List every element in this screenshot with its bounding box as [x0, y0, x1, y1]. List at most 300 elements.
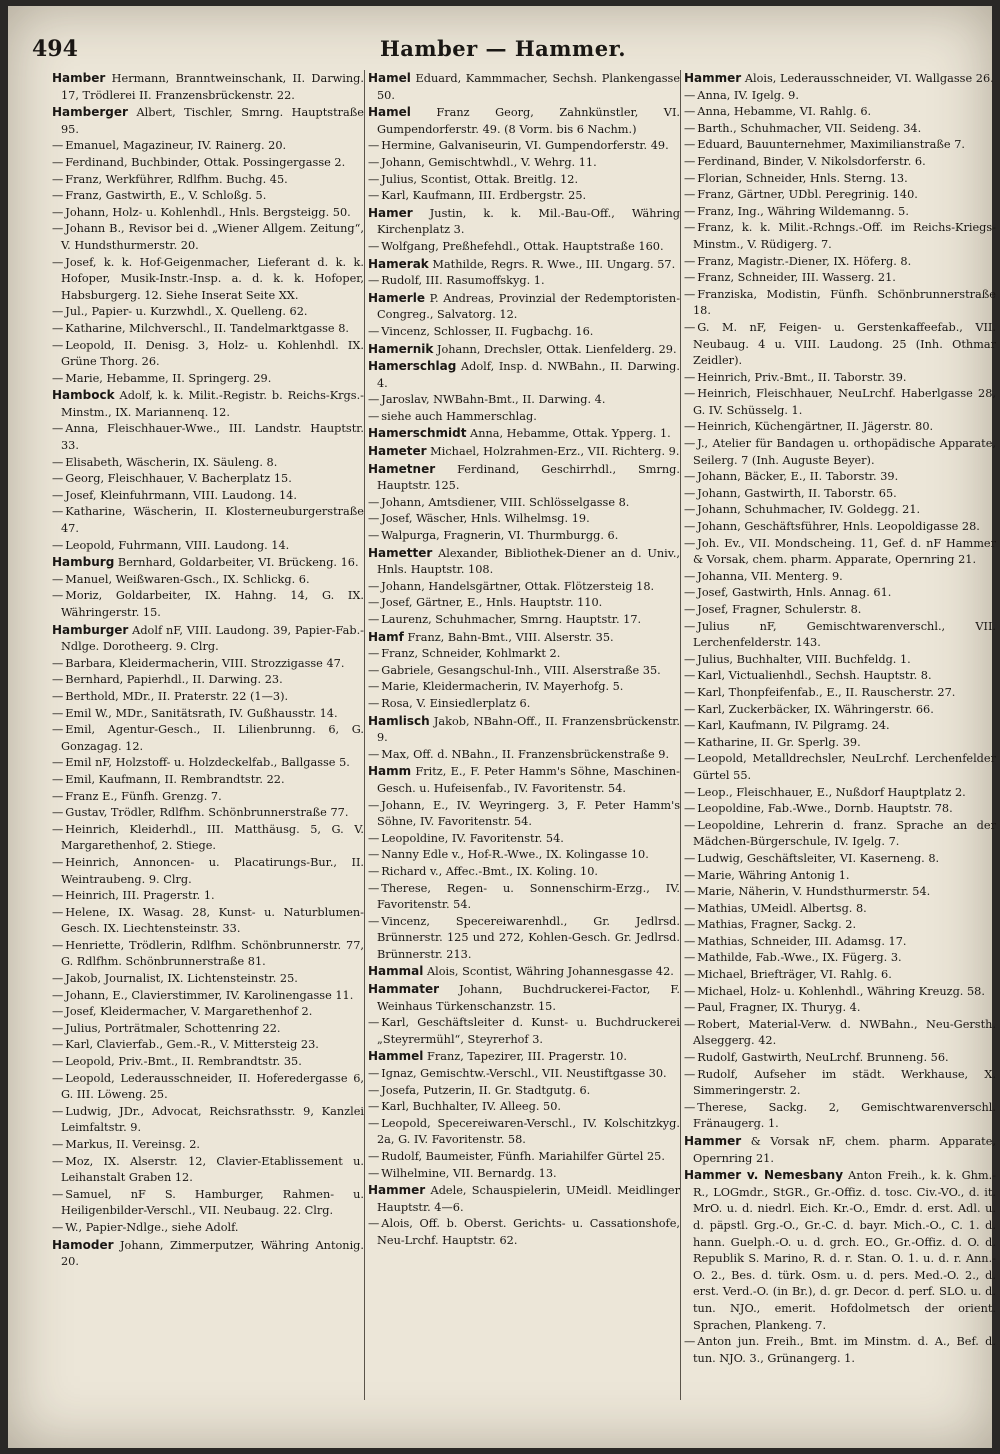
entry-surname: Hameter: [368, 444, 427, 459]
directory-entry: — Heinrich, Annoncen- u. Placatirungs-Bur., II. Weintraubeng. 9. Clrg.: [52, 855, 364, 886]
entry-text: Anna, Hebamme, Ottak. Ypperg. 1.: [470, 427, 671, 441]
directory-entry: — Mathias, Schneider, III. Adamsg. 17.: [684, 934, 907, 948]
entry-text: Anna, IV. Igelg. 9.: [697, 88, 799, 102]
directory-entry: — Eduard, Bauunternehmer, Maximilianstraße 7.: [684, 138, 965, 152]
entry-surname: Hammer: [684, 71, 742, 85]
directory-entry-head: [52, 387, 364, 421]
directory-entry: — Johann, E., Clavierstimmer, IV. Karolinengasse 11.: [52, 988, 354, 1002]
entry-text: Henriette, Trödlerin, Rdlfhm. Schönbrunnerstr. 77, G. Rdlfhm. Schönbrunnerstraße 81.: [61, 938, 364, 969]
directory-entry: — Karl, Geschäftsleiter d. Kunst- u. Buchdruckerei „Steyrermühl“, Steyrerhof 3.: [368, 1016, 680, 1046]
directory-entry: — Karl, Kaufmann, IV. Pilgramg. 24.: [684, 719, 890, 733]
directory-entry-head: [52, 622, 364, 656]
entry-text: Adele, Schauspielerin, UMeidl. Meidlinger Hauptstr. 4—6.: [377, 1184, 680, 1214]
entry-text: Hermine, Galvaniseurin, VI. Gumpendorferstr. 49.: [381, 139, 669, 153]
directory-entry: — Josef, Gastwirth, Hnls. Annag. 61.: [684, 586, 892, 600]
directory-entry: — Leopoldine, Lehrerin d. franz. Sprache an der Mädchen-Bürgerschule, IV. Igelg. 7.: [684, 818, 996, 849]
entry-text: Heinrich, Kleiderhdl., III. Matthäusg. 5, G. V. Margarethenhof, 2. Stiege.: [61, 822, 364, 853]
column-3: [684, 70, 996, 1400]
directory-columns: [52, 70, 994, 1400]
entry-text: Julius, Porträtmaler, Schottenring 22.: [65, 1021, 281, 1035]
directory-entry: — Elisabeth, Wäscherin, IX. Säuleng. 8.: [52, 455, 278, 469]
entry-surname: Hamel: [368, 105, 411, 120]
entry-text: Karl, Thonpfeifenfab., E., II. Rauscherstr. 27.: [697, 685, 956, 699]
directory-entry: — Robert, Material-Verw. d. NWBahn., Neu-Gersth. Alseggerg. 42.: [684, 1017, 996, 1048]
directory-entry: — Josef, k. k. Hof-Geigenmacher, Lieferant d. k. k. Hofoper, Musik-Instr.-Insp. a. d. k. k. Hofoper, Habsburgerg. 12. Siehe Inserat Seite XX.: [52, 255, 364, 302]
column-1: [52, 70, 364, 1400]
directory-entry: — Gabriele, Gesangschul-Inh., VIII. Alserstraße 35.: [368, 663, 661, 677]
entry-text: Wolfgang, Preßhefehdl., Ottak. Hauptstraße 160.: [381, 239, 664, 253]
entry-text: Johann, Gastwirth, II. Taborstr. 65.: [697, 486, 897, 500]
directory-entry: — Samuel, nF S. Hamburger, Rahmen- u. Heiligenbilder-Verschl., VII. Neubaug. 22. Clrg.: [52, 1187, 364, 1218]
entry-text: Josef, Kleidermacher, V. Margarethenhof 2.: [65, 1005, 313, 1019]
directory-entry-head: [368, 341, 680, 359]
entry-text: Ludwig, JDr., Advocat, Reichsrathsstr. 9, Kanzlei Leimfaltstr. 9.: [61, 1104, 364, 1135]
entry-text: Johann, Amtsdiener, VIII. Schlösselgasse 8.: [381, 495, 630, 509]
entry-surname: Hambock: [52, 388, 115, 403]
directory-entry: — Franz E., Fünfh. Grenzg. 7.: [52, 789, 222, 803]
entry-text: Katharine, Milchverschl., II. Tandelmarktgasse 8.: [65, 321, 349, 335]
running-head: Hamber — Hammer.: [379, 36, 627, 61]
entry-text: Heinrich, III. Pragerstr. 1.: [65, 889, 215, 903]
directory-entry: — Jakob, Journalist, IX. Lichtensteinstr. 25.: [52, 972, 298, 986]
directory-entry: — Josef, Gärtner, E., Hnls. Hauptstr. 110.: [368, 596, 603, 610]
directory-entry: — Franz, Werkführer, Rdlfhm. Buchg. 45.: [52, 172, 288, 186]
directory-entry: — Wolfgang, Preßhefehdl., Ottak. Hauptstraße 160.: [368, 239, 664, 253]
entry-text: Emil nF, Holzstoff- u. Holzdeckelfab., Ballgasse 5.: [65, 756, 350, 770]
entry-text: Josefa, Putzerin, II. Gr. Stadtgutg. 6.: [381, 1083, 591, 1097]
directory-entry: — Johann, Amtsdiener, VIII. Schlösselgasse 8.: [368, 495, 630, 509]
entry-text: Mathilde, Regrs. R. Wwe., III. Ungarg. 57.: [432, 257, 676, 271]
entry-text: Leopold, Priv.-Bmt., II. Rembrandtstr. 35.: [65, 1055, 302, 1069]
entry-text: Hermann, Branntweinschank, II. Darwing. 17, Trödlerei II. Franzensbrückenstr. 22.: [61, 72, 364, 102]
entry-text: Karl, Kaufmann, III. Erdbergstr. 25.: [381, 189, 587, 203]
entry-text: Franz, Tapezirer, III. Pragerstr. 10.: [427, 1050, 627, 1064]
entry-text: Rudolf, Aufseher im städt. Werkhause, X. Simmeringerstr. 2.: [693, 1067, 996, 1098]
directory-entry: — Ludwig, JDr., Advocat, Reichsrathsstr. 9, Kanzlei Leimfaltstr. 9.: [52, 1104, 364, 1135]
directory-entry: — Joh. Ev., VII. Mondscheing. 11, Gef. d. nF Hammer & Vorsak, chem. pharm. Apparate, Opernring 21.: [684, 536, 996, 567]
entry-text: Walpurga, Fragnerin, VI. Thurmburgg. 6.: [381, 529, 619, 543]
directory-entry: — Marie, Näherin, V. Hundsthurmerstr. 54.: [684, 885, 931, 899]
directory-entry-head: [368, 763, 680, 797]
directory-entry-head: [368, 256, 680, 274]
directory-entry: — Barbara, Kleidermacherin, VIII. Strozzigasse 47.: [52, 656, 345, 670]
directory-entry: — Rudolf, Gastwirth, NeuLrchf. Brunneng. 56.: [684, 1051, 949, 1065]
entry-text: Jul., Papier- u. Kurzwhdl., X. Quelleng. 62.: [65, 305, 308, 319]
directory-entry-head: [368, 358, 680, 392]
directory-entry: — Ignaz, Gemischtw.-Verschl., VII. Neustiftgasse 30.: [368, 1067, 667, 1081]
directory-entry: — Wilhelmine, VII. Bernardg. 13.: [368, 1166, 557, 1180]
directory-entry-head: [368, 461, 680, 495]
entry-text: Leop., Fleischhauer, E., Nußdorf Hauptplatz 2.: [697, 785, 966, 799]
entry-text: Justin, k. k. Mil.-Bau-Off., Währing Kirchenplatz 3.: [377, 206, 680, 237]
directory-entry: — Henriette, Trödlerin, Rdlfhm. Schönbrunnerstr. 77, G. Rdlfhm. Schönbrunnerstraße 81.: [52, 938, 364, 969]
entry-text: Julius, Buchhalter, VIII. Buchfeldg. 1.: [697, 652, 911, 666]
column-divider: [364, 70, 365, 1400]
directory-entry: — Florian, Schneider, Hnls. Sterng. 13.: [684, 171, 908, 185]
entry-text: Anna, Hebamme, VI. Rahlg. 6.: [697, 105, 872, 119]
directory-entry: — Leopold, Priv.-Bmt., II. Rembrandtstr. 35.: [52, 1055, 302, 1069]
directory-entry: — Marie, Währing Antonig 1.: [684, 868, 850, 882]
directory-entry: — Anton jun. Freih., Bmt. im Minstm. d. A., Bef. d. tun. NJO. 3., Grünangerg. 1.: [684, 1335, 996, 1365]
entry-text: Alexander, Bibliothek-Diener an d. Univ., Hnls. Hauptstr. 108.: [377, 546, 680, 577]
directory-entry: — Therese, Regen- u. Sonnenschirm-Erzg., IV. Favoritenstr. 54.: [368, 881, 680, 912]
directory-entry-head: [52, 1237, 364, 1271]
directory-entry: — Franz, Ing., Währing Wildemanng. 5.: [684, 204, 909, 218]
entry-text: Ludwig, Geschäftsleiter, VI. Kaserneng. 8.: [697, 851, 940, 865]
entry-text: Josef, Kleinfuhrmann, VIII. Laudong. 14.: [65, 488, 297, 502]
directory-entry-head: [684, 70, 996, 88]
entry-text: Heinrich, Küchengärtner, II. Jägerstr. 80.: [697, 420, 934, 434]
entry-text: siehe auch Hammerschlag.: [381, 409, 537, 423]
entry-text: Johann, Handelsgärtner, Ottak. Flötzersteig 18.: [381, 579, 655, 593]
directory-entry: — Max, Off. d. NBahn., II. Franzensbrückenstraße 9.: [368, 747, 670, 761]
entry-text: Elisabeth, Wäscherin, IX. Säuleng. 8.: [65, 455, 278, 469]
entry-text: Albert, Tischler, Smrng. Hauptstraße 95.: [61, 106, 364, 136]
entry-surname: Hamber: [52, 71, 106, 85]
entry-surname: Hametner: [368, 461, 436, 476]
directory-entry: — Jul., Papier- u. Kurzwhdl., X. Quelleng. 62.: [52, 305, 308, 319]
entry-text: Robert, Material-Verw. d. NWBahn., Neu-Gersth. Alseggerg. 42.: [693, 1017, 996, 1048]
directory-entry: — Vincenz, Schlosser, II. Fugbachg. 16.: [368, 324, 594, 338]
entry-surname: Hamer: [368, 205, 413, 220]
entry-text: Jakob, NBahn-Off., II. Franzensbrückenstr. 9.: [377, 714, 680, 745]
page-number: 494: [32, 36, 78, 62]
entry-text: Bernhard, Papierhdl., II. Darwing. 23.: [65, 673, 283, 687]
directory-entry: — Karl, Buchhalter, IV. Alleeg. 50.: [368, 1100, 561, 1114]
entry-surname: Hammer v. Nemesbany: [684, 1168, 844, 1183]
entry-text: Paul, Fragner, IX. Thuryg. 4.: [697, 1001, 861, 1015]
directory-entry: — Michael, Holz- u. Kohlenhdl., Währing Kreuzg. 58.: [684, 984, 985, 998]
directory-entry: — Rudolf, III. Rasumoffskyg. 1.: [368, 274, 545, 288]
entry-text: Franz, Werkführer, Rdlfhm. Buchg. 45.: [65, 172, 288, 186]
directory-entry-head: [52, 554, 364, 572]
directory-entry: — Johann B., Revisor bei d. „Wiener Allgem. Zeitung“, V. Hundsthurmerstr. 20.: [52, 222, 364, 252]
directory-entry: — J., Atelier für Bandagen u. orthopädische Apparate, Seilerg. 7 (Inh. Auguste Beyer).: [684, 437, 996, 467]
entry-text: Johann, Drechsler, Ottak. Lienfelderg. 29.: [436, 342, 677, 356]
entry-text: Johann, Geschäftsführer, Hnls. Leopoldigasse 28.: [697, 520, 980, 534]
entry-text: Franz E., Fünfh. Grenzg. 7.: [65, 789, 222, 803]
entry-text: Barbara, Kleidermacherin, VIII. Strozzigasse 47.: [65, 656, 345, 670]
directory-entry: — Johann, Gemischtwhdl., V. Wehrg. 11.: [368, 155, 597, 169]
entry-text: Ferdinand, Binder, V. Nikolsdorferstr. 6.: [697, 154, 926, 168]
entry-text: Emanuel, Magazineur, IV. Rainerg. 20.: [65, 139, 287, 153]
entry-surname: Hammer: [368, 1183, 426, 1198]
directory-entry: — Marie, Kleidermacherin, IV. Mayerhofg. 5.: [368, 680, 624, 694]
directory-entry-head: [368, 205, 680, 239]
entry-surname: Hamerschmidt: [368, 426, 467, 441]
entry-text: Alois, Off. b. Oberst. Gerichts- u. Cassationshofe, Neu-Lrchf. Hauptstr. 62.: [377, 1217, 680, 1247]
entry-text: Josef, Gärtner, E., Hnls. Hauptstr. 110.: [381, 596, 603, 610]
entry-text: Julius, Scontist, Ottak. Breitlg. 12.: [381, 172, 579, 186]
entry-text: Anna, Fleischhauer-Wwe., III. Landstr. Hauptstr. 33.: [61, 422, 364, 453]
entry-text: Franz, Gärtner, UDbl. Peregrinig. 140.: [697, 188, 918, 202]
entry-text: Franz, Schneider, III. Wasserg. 21.: [697, 271, 896, 285]
entry-surname: Hamf: [368, 629, 404, 644]
entry-text: Alois, Lederausschneider, VI. Wallgasse 26.: [744, 72, 994, 85]
entry-text: Joh. Ev., VII. Mondscheing. 11, Gef. d. nF Hammer & Vorsak, chem. pharm. Apparate, Opernring 21.: [693, 536, 996, 567]
directory-entry-head: [368, 290, 680, 324]
directory-entry: — Johanna, VII. Menterg. 9.: [684, 569, 843, 583]
directory-entry: — Ferdinand, Buchbinder, Ottak. Possingergasse 2.: [52, 155, 346, 169]
directory-entry: — Anna, Hebamme, VI. Rahlg. 6.: [684, 105, 872, 119]
directory-entry: — Rudolf, Baumeister, Fünfh. Mariahilfer Gürtel 25.: [368, 1150, 665, 1163]
entry-text: Leopold, Fuhrmann, VIII. Laudong. 14.: [65, 538, 290, 552]
directory-entry: — Anna, IV. Igelg. 9.: [684, 88, 799, 102]
directory-entry: — Katharine, Wäscherin, II. Klosterneuburgerstraße 47.: [52, 505, 364, 536]
directory-entry: — Paul, Fragner, IX. Thuryg. 4.: [684, 1001, 861, 1015]
entry-text: Mathias, Schneider, III. Adamsg. 17.: [697, 934, 907, 948]
entry-surname: Hamel: [368, 71, 411, 85]
directory-entry: — Johann, Handelsgärtner, Ottak. Flötzersteig 18.: [368, 579, 655, 593]
directory-entry: — Gustav, Trödler, Rdlfhm. Schönbrunnerstraße 77.: [52, 806, 349, 820]
entry-text: Johann, Holz- u. Kohlenhdl., Hnls. Bergsteigg. 50.: [65, 205, 351, 219]
directory-entry: — Ferdinand, Binder, V. Nikolsdorferstr. 6.: [684, 154, 926, 168]
entry-text: Franz, k. k. Milit.-Rchngs.-Off. im Reichs-Kriegs-Minstm., V. Rüdigerg. 7.: [693, 221, 996, 251]
column-2: [368, 70, 680, 1400]
directory-entry: — Laurenz, Schuhmacher, Smrng. Hauptstr. 17.: [368, 613, 642, 626]
directory-entry: — Katharine, II. Gr. Sperlg. 39.: [684, 735, 861, 749]
directory-entry-head: [368, 629, 680, 647]
entry-text: Ferdinand, Geschirrhdl., Smrng. Hauptstr. 125.: [377, 462, 680, 493]
entry-text: Marie, Währing Antonig 1.: [697, 868, 850, 882]
directory-entry: — W., Papier-Ndlge., siehe Adolf.: [52, 1220, 239, 1234]
directory-entry: — Heinrich, Priv.-Bmt., II. Taborstr. 39.: [684, 370, 907, 384]
directory-entry: — Moz, IX. Alserstr. 12, Clavier-Etablissement u. Leihanstalt Graben 12.: [52, 1154, 364, 1185]
directory-entry: — Karl, Victualienhdl., Sechsh. Hauptstr. 8.: [684, 669, 932, 683]
entry-text: Nanny Edle v., Hof-R.-Wwe., IX. Kolingasse 10.: [381, 848, 649, 862]
entry-text: Jaroslav, NWBahn-Bmt., II. Darwing. 4.: [381, 393, 606, 407]
entry-text: Katharine, II. Gr. Sperlg. 39.: [697, 735, 861, 749]
entry-text: Ignaz, Gemischtw.-Verschl., VII. Neustiftgasse 30.: [381, 1067, 667, 1081]
directory-entry: — Heinrich, Kleiderhdl., III. Matthäusg. 5, G. V. Margarethenhof, 2. Stiege.: [52, 822, 364, 853]
entry-text: Leopold, II. Denisg. 3, Holz- u. Kohlenhdl. IX. Grüne Thorg. 26.: [61, 338, 364, 369]
entry-surname: Hamburg: [52, 555, 115, 570]
directory-entry: — Franziska, Modistin, Fünfh. Schönbrunnerstraße 18.: [684, 287, 996, 318]
directory-entry: — Johann, Gastwirth, II. Taborstr. 65.: [684, 486, 897, 500]
directory-entry: — Karl, Zuckerbäcker, IX. Währingerstr. 66.: [684, 702, 934, 716]
entry-text: Adolf, k. k. Milit.-Registr. b. Reichs-Krgs.-Minstm., IX. Mariannenq. 12.: [61, 389, 364, 419]
entry-text: Mathias, UMeidl. Albertsg. 8.: [697, 901, 867, 915]
entry-text: Josef, Gastwirth, Hnls. Annag. 61.: [697, 586, 892, 600]
directory-entry: — Richard v., Affec.-Bmt., IX. Koling. 10.: [368, 864, 599, 878]
directory-entry-head: [368, 981, 680, 1015]
entry-text: Anton Freih., k. k. Ghm.-R., LOGmdr., StGR., Gr.-Offiz. d. tosc. Civ.-VO., d. it. MrO. u. d. niedrl. Eich. Kr.-O., Emdr. d. erst. Adl. u. d. päpstl. Grg.-O., Gr.-C. d. bayr. Mich.-O., C. 1. d. hann. Guelph.-O. u. d. grch. EO., Gr.-Offiz. d. O. d. Republik S. Marino, R. d. r. Stan. O. 1. u. d. r. Ann.-O. 2., Bes. d. türk. Osm. u. d. pers. Med.-O. 2., d. erst. Verd.-O. (in Br.), d. gr. Decor. d. perf. SLO. u. d. tun. NJO., emerit. Hofdolmetsch der orient. Sprachen, Plankeng. 7.: [693, 1169, 996, 1332]
entry-text: Therese, Sackg. 2, Gemischtwarenverschl. Fränaugerg. 1.: [693, 1100, 996, 1131]
directory-entry: — Johann, Holz- u. Kohlenhdl., Hnls. Bergsteigg. 50.: [52, 205, 351, 219]
directory-entry: — Heinrich, III. Pragerstr. 1.: [52, 889, 215, 903]
directory-entry: — Leop., Fleischhauer, E., Nußdorf Hauptplatz 2.: [684, 785, 966, 799]
directory-entry: — siehe auch Hammerschlag.: [368, 409, 537, 423]
directory-entry: — Leopold, Lederausschneider, II. Hoferedergasse 6, G. III. Löweng. 25.: [52, 1071, 364, 1102]
directory-entry: — Leopold, II. Denisg. 3, Holz- u. Kohlenhdl. IX. Grüne Thorg. 26.: [52, 338, 364, 369]
entry-text: Vincenz, Schlosser, II. Fugbachg. 16.: [381, 324, 594, 338]
directory-entry: — Berthold, MDr., II. Praterstr. 22 (1—3).: [52, 689, 289, 703]
entry-text: Karl, Buchhalter, IV. Alleeg. 50.: [381, 1100, 561, 1114]
entry-text: J., Atelier für Bandagen u. orthopädische Apparate, Seilerg. 7 (Inh. Auguste Beyer).: [693, 437, 996, 467]
entry-text: Heinrich, Priv.-Bmt., II. Taborstr. 39.: [697, 370, 907, 384]
entry-text: Julius nF, Gemischtwarenverschl., VII. Lerchenfelderstr. 143.: [693, 619, 996, 650]
entry-text: Anton jun. Freih., Bmt. im Minstm. d. A., Bef. d. tun. NJO. 3., Grünangerg. 1.: [693, 1335, 996, 1365]
entry-text: Marie, Näherin, V. Hundsthurmerstr. 54.: [697, 885, 931, 899]
entry-text: G. M. nF, Feigen- u. Gerstenkaffeefab., VII. Neubaug. 4 u. VIII. Laudong. 25 (Inh. Othmar Zeidler).: [693, 320, 996, 368]
directory-entry: — Franz, Schneider, III. Wasserg. 21.: [684, 271, 896, 285]
entry-text: Johann, Buchdruckerei-Factor, F. Weinhaus Türkenschanzstr. 15.: [377, 983, 680, 1013]
entry-text: Moz, IX. Alserstr. 12, Clavier-Etablissement u. Leihanstalt Graben 12.: [61, 1154, 364, 1185]
entry-surname: Hamerle: [368, 290, 425, 305]
entry-text: Josef, k. k. Hof-Geigenmacher, Lieferant d. k. k. Hofoper, Musik-Instr.-Insp. a. d. k. k. Hofoper, Habsburgerg. 12. Siehe Inserat Seite XX.: [61, 255, 364, 302]
directory-page: [8, 6, 996, 1448]
entry-text: Markus, II. Vereinsg. 2.: [65, 1138, 200, 1151]
entry-text: Eduard, Kammmacher, Sechsh. Plankengasse 50.: [377, 72, 680, 102]
directory-entry: — Emanuel, Magazineur, IV. Rainerg. 20.: [52, 139, 287, 153]
entry-text: Mathilde, Fab.-Wwe., IX. Fügerg. 3.: [697, 951, 902, 965]
entry-surname: Hamerschlag: [368, 359, 457, 374]
entry-text: Leopoldine, Lehrerin d. franz. Sprache an der Mädchen-Bürgerschule, IV. Igelg. 7.: [693, 818, 996, 849]
entry-surname: Hammer: [684, 1134, 742, 1148]
directory-entry-head: [368, 443, 680, 461]
entry-text: Marie, Hebamme, II. Springerg. 29.: [65, 371, 272, 385]
entry-text: Karl, Victualienhdl., Sechsh. Hauptstr. 8.: [697, 669, 932, 683]
directory-entry: — Bernhard, Papierhdl., II. Darwing. 23.: [52, 673, 283, 687]
directory-entry-head: [52, 70, 364, 104]
entry-text: Emil, Kaufmann, II. Rembrandtstr. 22.: [65, 772, 285, 786]
entry-text: Adolf, Insp. d. NWBahn., II. Darwing. 4.: [377, 360, 680, 390]
entry-text: Katharine, Wäscherin, II. Klosterneuburgerstraße 47.: [61, 505, 364, 536]
directory-entry-head: [368, 1182, 680, 1216]
entry-text: Johann, Zimmerputzer, Währing Antonig. 20.: [61, 1238, 364, 1269]
entry-text: Michael, Holz- u. Kohlenhdl., Währing Kreuzg. 58.: [697, 984, 985, 998]
directory-entry-head: [684, 1167, 996, 1334]
entry-text: Karl, Kaufmann, IV. Pilgramg. 24.: [697, 719, 890, 733]
directory-entry-head: [368, 713, 680, 747]
directory-entry: — Therese, Sackg. 2, Gemischtwarenverschl. Fränaugerg. 1.: [684, 1100, 996, 1131]
entry-text: Leopoldine, Fab.-Wwe., Dornb. Hauptstr. 78.: [697, 802, 953, 816]
entry-text: Johanna, VII. Menterg. 9.: [697, 569, 843, 583]
entry-text: Johann, E., Clavierstimmer, IV. Karolinengasse 11.: [65, 988, 354, 1002]
entry-text: Florian, Schneider, Hnls. Sterng. 13.: [697, 171, 908, 185]
directory-entry: — Josef, Fragner, Schulerstr. 8.: [684, 603, 862, 616]
entry-text: Leopoldine, IV. Favoritenstr. 54.: [381, 831, 564, 845]
directory-entry: — Julius, Buchhalter, VIII. Buchfeldg. 1.: [684, 652, 911, 666]
entry-text: Georg, Fleischhauer, V. Bacherplatz 15.: [65, 472, 292, 486]
entry-text: Gabriele, Gesangschul-Inh., VIII. Alserstraße 35.: [381, 663, 661, 677]
entry-text: Manuel, Weißwaren-Gsch., IX. Schlickg. 6.: [65, 572, 310, 586]
entry-text: Adolf nF, VIII. Laudong. 39, Papier-Fab.-Ndlge. Dorotheerg. 9. Clrg.: [61, 623, 364, 654]
entry-text: Karl, Geschäftsleiter d. Kunst- u. Buchdruckerei „Steyrermühl“, Steyrerhof 3.: [377, 1016, 680, 1046]
entry-text: Rudolf, Gastwirth, NeuLrchf. Brunneng. 56.: [697, 1051, 949, 1065]
directory-entry: — Johann, Bäcker, E., II. Taborstr. 39.: [684, 470, 899, 484]
entry-text: Marie, Kleidermacherin, IV. Mayerhofg. 5.: [381, 680, 624, 694]
entry-text: Josef, Fragner, Schulerstr. 8.: [697, 603, 862, 616]
entry-text: Heinrich, Annoncen- u. Placatirungs-Bur., II. Weintraubeng. 9. Clrg.: [61, 855, 364, 886]
directory-entry: — Ludwig, Geschäftsleiter, VI. Kaserneng. 8.: [684, 851, 940, 865]
directory-entry: — Michael, Briefträger, VI. Rahlg. 6.: [684, 968, 892, 982]
directory-entry: — Leopoldine, Fab.-Wwe., Dornb. Hauptstr. 78.: [684, 802, 953, 816]
directory-entry: — Julius, Porträtmaler, Schottenring 22.: [52, 1021, 281, 1035]
entry-text: Franz, Magistr.-Diener, IX. Höferg. 8.: [697, 254, 912, 268]
directory-entry: — Georg, Fleischhauer, V. Bacherplatz 15.: [52, 472, 292, 486]
entry-text: Franz Georg, Zahnkünstler, VI. Gumpendorferstr. 49. (8 Vorm. bis 6 Nachm.): [377, 106, 680, 136]
entry-text: W., Papier-Ndlge., siehe Adolf.: [65, 1220, 239, 1234]
entry-text: Jakob, Journalist, IX. Lichtensteinstr. 25.: [65, 972, 298, 986]
entry-text: Karl, Clavierfab., Gem.-R., V. Mittersteig 23.: [65, 1038, 319, 1052]
entry-text: Richard v., Affec.-Bmt., IX. Koling. 10.: [381, 864, 599, 878]
directory-entry: — Julius nF, Gemischtwarenverschl., VII. Lerchenfelderstr. 143.: [684, 619, 996, 650]
entry-surname: Hammater: [368, 982, 440, 997]
directory-entry: — Hermine, Galvaniseurin, VI. Gumpendorferstr. 49.: [368, 139, 669, 153]
directory-entry: — Helene, IX. Wasag. 28, Kunst- u. Naturblumen-Gesch. IX. Liechtensteinstr. 33.: [52, 905, 364, 936]
directory-entry: — Rosa, V. Einsiedlerplatz 6.: [368, 696, 531, 710]
column-divider: [680, 70, 681, 1400]
directory-entry: — Markus, II. Vereinsg. 2.: [52, 1138, 200, 1151]
directory-entry: — Josef, Wäscher, Hnls. Wilhelmsg. 19.: [368, 512, 590, 526]
directory-entry: — Nanny Edle v., Hof-R.-Wwe., IX. Kolingasse 10.: [368, 848, 649, 862]
directory-entry: — Heinrich, Küchengärtner, II. Jägerstr. 80.: [684, 420, 934, 434]
directory-entry: — Johann, Schuhmacher, IV. Goldegg. 21.: [684, 503, 921, 517]
directory-entry: — Josef, Kleinfuhrmann, VIII. Laudong. 14.: [52, 488, 297, 502]
entry-text: Franziska, Modistin, Fünfh. Schönbrunnerstraße 18.: [693, 287, 996, 318]
directory-entry-head: [368, 425, 680, 443]
directory-entry: — Alois, Off. b. Oberst. Gerichts- u. Cassationshofe, Neu-Lrchf. Hauptstr. 62.: [368, 1217, 680, 1247]
entry-text: Therese, Regen- u. Sonnenschirm-Erzg., IV. Favoritenstr. 54.: [377, 881, 680, 912]
directory-entry: — Josef, Kleidermacher, V. Margarethenhof 2.: [52, 1005, 313, 1019]
directory-entry: — Leopold, Fuhrmann, VIII. Laudong. 14.: [52, 538, 290, 552]
entry-text: & Vorsak nF, chem. pharm. Apparate, Opernring 21.: [693, 1135, 996, 1165]
entry-surname: Hamoder: [52, 1237, 114, 1252]
entry-surname: Hammel: [368, 1049, 424, 1064]
entry-surname: Hamerak: [368, 256, 429, 271]
entry-text: Moriz, Goldarbeiter, IX. Hahng. 14, G. IX. Währingerstr. 15.: [61, 589, 364, 619]
page-header: [28, 36, 978, 64]
entry-text: Rosa, V. Einsiedlerplatz 6.: [381, 696, 531, 710]
entry-text: Leopold, Specereiwaren-Verschl., IV. Kolschitzkyg. 2a, G. IV. Favoritenstr. 58.: [377, 1116, 680, 1147]
directory-entry: — Heinrich, Fleischhauer, NeuLrchf. Haberlgasse 28, G. IV. Schüsselg. 1.: [684, 387, 996, 417]
directory-entry-head: [684, 1133, 996, 1167]
directory-entry: — Vincenz, Specereiwarenhdl., Gr. Jedlrsd. Brünnerstr. 125 und 272, Kohlen-Gesch. Gr. Jedlrsd. Brünnerstr. 213.: [368, 914, 680, 961]
directory-entry: — Leopold, Specereiwaren-Verschl., IV. Kolschitzkyg. 2a, G. IV. Favoritenstr. 58.: [368, 1116, 680, 1147]
entry-text: Johann, Bäcker, E., II. Taborstr. 39.: [697, 470, 899, 484]
entry-text: Franz, Schneider, Kohlmarkt 2.: [381, 647, 561, 661]
directory-entry: — Emil nF, Holzstoff- u. Holzdeckelfab., Ballgasse 5.: [52, 756, 350, 770]
directory-entry: — Franz, Magistr.-Diener, IX. Höferg. 8.: [684, 254, 912, 268]
directory-entry: — Franz, Gärtner, UDbl. Peregrinig. 140.: [684, 188, 918, 202]
directory-entry: — Rudolf, Aufseher im städt. Werkhause, X. Simmeringerstr. 2.: [684, 1067, 996, 1098]
directory-entry: — Jaroslav, NWBahn-Bmt., II. Darwing. 4.: [368, 393, 606, 407]
entry-text: Gustav, Trödler, Rdlfhm. Schönbrunnerstraße 77.: [65, 806, 349, 820]
entry-text: Laurenz, Schuhmacher, Smrng. Hauptstr. 17.: [381, 613, 642, 626]
entry-text: Karl, Zuckerbäcker, IX. Währingerstr. 66.: [697, 702, 934, 716]
directory-entry: — Manuel, Weißwaren-Gsch., IX. Schlickg. 6.: [52, 572, 310, 586]
directory-entry: — Marie, Hebamme, II. Springerg. 29.: [52, 371, 272, 385]
entry-text: P. Andreas, Provinzial der Redemptoristen-Congreg., Salvatorg. 12.: [377, 291, 680, 322]
entry-text: Wilhelmine, VII. Bernardg. 13.: [381, 1166, 557, 1180]
entry-text: Bernhard, Goldarbeiter, VI. Brückeng. 16.: [117, 556, 359, 570]
entry-surname: Hamburger: [52, 622, 129, 637]
directory-entry: — Leopoldine, IV. Favoritenstr. 54.: [368, 831, 564, 845]
entry-text: Rudolf, Baumeister, Fünfh. Mariahilfer Gürtel 25.: [381, 1150, 665, 1163]
directory-entry: — Mathias, Fragner, Sackg. 2.: [684, 918, 857, 932]
directory-entry: — Karl, Clavierfab., Gem.-R., V. Mittersteig 23.: [52, 1038, 319, 1052]
entry-text: Alois, Scontist, Währing Johannesgasse 42.: [426, 965, 674, 979]
directory-entry-head: [368, 963, 680, 981]
entry-text: Franz, Bahn-Bmt., VIII. Alserstr. 35.: [407, 630, 614, 644]
directory-entry-head: [368, 70, 680, 104]
directory-entry: — Emil, Agentur-Gesch., II. Lilienbrunng. 6, G. Gonzagag. 12.: [52, 723, 364, 753]
entry-text: Heinrich, Fleischhauer, NeuLrchf. Haberlgasse 28, G. IV. Schüsselg. 1.: [693, 387, 996, 417]
entry-text: Franz, Ing., Währing Wildemanng. 5.: [697, 204, 909, 218]
entry-text: Berthold, MDr., II. Praterstr. 22 (1—3).: [65, 689, 289, 703]
directory-entry: — Mathilde, Fab.-Wwe., IX. Fügerg. 3.: [684, 951, 902, 965]
